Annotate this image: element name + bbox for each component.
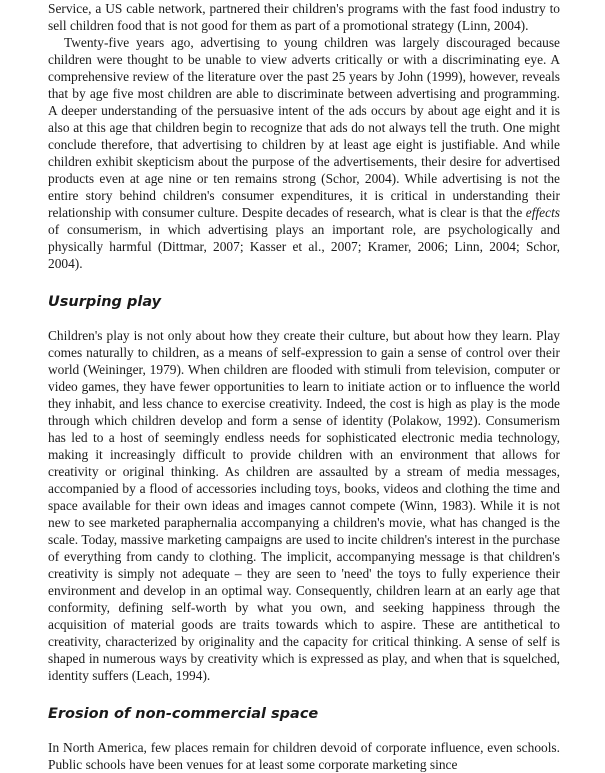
- paragraph-advertising-text-1: Twenty-five years ago, advertising to young children was largely discouraged because children were thought to be unable to view adverts critically or with a discriminating eye. A comprehensive review of the literature over the past 25 years by John (1999), however, reveals that by age five most children are able to discriminate between advertising and programming. A deeper understanding of the persuasive intent of the ads occurs by about age eight and it is also at this age that children begin to recognize that ads do not always tell the truth. One might conclude therefore, that advertising to children by at least age eight is justifiable. And while children exhibit skepticism about the purpose of the advertisements, their desire for advertised products even at age nine or ten remains strong (Schor, 2004). While advertising is not the entire story behind children's consumer expenditures, it is critical in understanding their relationship with consumer culture. Despite decades of research, what is clear is that the: [48, 35, 560, 220]
- paragraph-erosion: In North America, few places remain for children devoid of corporate influence, even schools. Public schools have been venues for at least some corporate marketing since: [48, 740, 560, 772]
- paragraph-continuation: Service, a US cable network, partnered their children's programs with the fast food industry to sell children food that is not good for them as part of a promotional strategy (Linn, 2004).: [48, 1, 560, 33]
- section-heading-usurping-play: Usurping play: [48, 294, 162, 310]
- document-page: [48, 0, 560, 773]
- paragraph-advertising-text-2: of consumerism, in which advertising plays an important role, are psychologically and physically harmful (Dittmar, 2007; Kasser et al., 2007; Kramer, 2006; Linn, 2004; Schor, 2004).: [48, 222, 560, 271]
- paragraph-usurping-play: Children's play is not only about how they create their culture, but about how they learn. Play comes naturally to children, as a means of self-expression to gain a sense of control over their world (Weininger, 1979). When children are flooded with stimuli from television, computer or video games, they have fewer opportunities to learn to initiate action or to influence the world they inhabit, and less chance to exercise creativity. Indeed, the cost is high as play is the mode through which children develop and form a sense of identity (Polakow, 1992). Consumerism has led to a host of seemingly endless needs for sophisticated electronic media technology, making it increasingly difficult to provide children with an environment that allows for creativity or original thinking. As children are assaulted by a stream of media messages, accompanied by a flood of accessories including toys, books, videos and clothing the time and space available for their own ideas and images cannot compete (Winn, 1983). While it is not new to see marketed paraphernalia accompanying a children's movie, what has changed is the scale. Today, massive marketing campaigns are used to incite children's interest in the purchase of everything from candy to clothing. The implicit, accompanying message is that children's creativity is simply not adequate – they are seen to 'need' the toys to fully experience their environment and develop in an optimal way. Consequently, children learn at an early age that conformity, defining self-worth by what you own, and seeking happiness through the acquisition of material goods are traits towards which to aspire. These are antithetical to creativity, characterized by originality and the capacity for critical thinking. A sense of self is shaped in numerous ways by creativity which is expressed as play, and when that is squelched, identity suffers (Leach, 1994).: [48, 328, 560, 683]
- emphasis-effects: effects: [525, 205, 560, 220]
- section-heading-erosion: Erosion of non-commercial space: [48, 706, 319, 722]
- paragraph-advertising: [48, 34, 560, 272]
